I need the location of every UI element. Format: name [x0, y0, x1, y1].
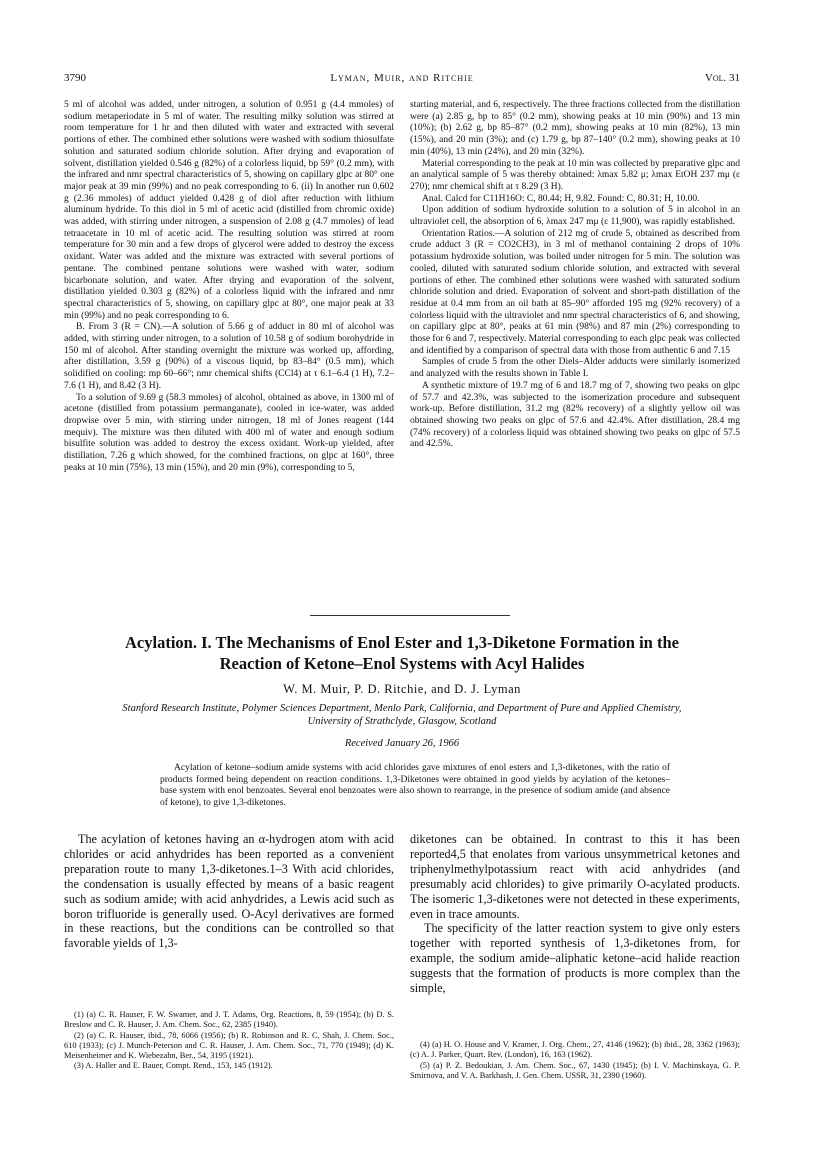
paragraph: diketones can be obtained. In contrast to this it has been reported4,5 that enolates from various unsymmetrical ketones and triphenylmethylpotassium react with acid anhydrides (and presumably acid chlorides) to give primarily O-acylated products. The isomeric 1,3-diketones were not detected in these experiments, even in trace amounts.	[410, 832, 740, 921]
abstract: Acylation of ketone–sodium amide systems with acid chlorides gave mixtures of enol esters and 1,3-diketones, with the ratio of products formed being dependent on reaction conditions. 1,3-Diketones were obtained in good yields by acylation of the ketones–base system with enol benzoates. Several enol benzoates were also shown to rearrange, in the presence of sodium amide (and absence of ketone), to give 1,3-diketones.	[160, 763, 670, 808]
footnotes-left	[64, 1010, 394, 1072]
footnote: (1) (a) C. R. Hauser, F. W. Swamer, and J. T. Adams, Org. Reactions, 8, 59 (1954); (b) D. S. Breslow and C. R. Hauser, J. Am. Chem. Soc., 62, 2385 (1940).	[64, 1010, 394, 1030]
paragraph: starting material, and 6, respectively. The three fractions collected from the distillation were (a) 2.85 g, bp to 85° (0.2 mm), showing peaks at 10 min (90%) and 13 min (10%); (b) 2.62 g, bp 85–87° (0.2 mm), showing peaks at 10 min (82%), 13 min (15%), and 20 min (3%); and (c) 1.79 g, bp 87–140° (0.2 mm), showing peaks at 10 min (40%), 13 min (24%), and 20 min (32%).	[410, 100, 740, 157]
running-header	[64, 72, 740, 88]
footnote: (2) (a) C. R. Hauser, ibid., 78, 6066 (1956); (b) R. Robinson and R. C. Shah, J. Chem. Soc., 610 (1933); (c) J. Munch-Peterson and C. R. Hauser, J. Am. Chem. Soc., 71, 770 (1949); (d) K. Meisenheimer and K. Wiebezahn, Ber., 54, 3195 (1921).	[64, 1030, 394, 1061]
running-authors: Lyman, Muir, and Ritchie	[330, 72, 474, 84]
affiliation-line: Stanford Research Institute, Polymer Sciences Department, Menlo Park, California, and Department of Pure and Applied Chemistry,	[122, 703, 682, 714]
paragraph: To a solution of 9.69 g (58.3 mmoles) of alcohol, obtained as above, in 1300 ml of acetone (distilled from potassium permanganate), cooled in ice-water, was added dropwise over 5 min, with stirring under nitrogen, 18 ml of Jones reagent (144 mequiv). The mixture was then diluted with 400 ml of water and enough sodium bisulfite solution was added to destroy the excess oxidant. Work-up yielded, after distillation, 7.26 g which showed, for the combined fractions, on glpc at 160°, three peaks at 10 min (75%), 13 min (15%), and 20 min (9%), corresponding to 5,	[64, 392, 394, 473]
body-right-column	[410, 832, 740, 996]
section-divider	[310, 615, 510, 616]
volume-label: Vol. 31	[704, 72, 740, 84]
paragraph: Material corresponding to the peak at 10 min was collected by preparative glpc and an analytical sample of 5 was thereby obtained: λmax 5.82 μ; λmax EtOH 237 mμ (ε 270); nmr chemical shift at τ 8.29 (3 H).	[410, 158, 740, 192]
footnote: (5) (a) P. Z. Bedoukian, J. Am. Chem. Soc., 67, 1430 (1945); (b) I. V. Machinskaya, G. P. Smirnova, and V. A. Barkhash, J. Gen. Chem. USSR, 31, 2390 (1960).	[410, 1060, 740, 1080]
footnotes-right	[410, 1040, 740, 1081]
title-line: Acylation. I. The Mechanisms of Enol Ester and 1,3-Diketone Formation in the	[125, 633, 679, 652]
article-authors: W. M. Muir, P. D. Ritchie, and D. J. Lyman	[283, 682, 521, 696]
title-line: Reaction of Ketone–Enol Systems with Acyl Halides	[219, 654, 585, 673]
paragraph: Upon addition of sodium hydroxide solution to a solution of 5 in alcohol in an ultraviolet cell, the absorption of 6, λmax 247 mμ (ε 11,900), was rapidly established.	[410, 205, 740, 228]
affiliation-line: University of Strathclyde, Glasgow, Scotland	[307, 716, 497, 727]
article-title	[64, 632, 740, 674]
received-date: Received January 26, 1966	[344, 738, 460, 749]
affiliation	[64, 702, 740, 728]
page-number: 3790	[64, 72, 86, 84]
paragraph: B. From 3 (R = CN).—A solution of 5.66 g of adduct in 80 ml of alcohol was added, with stirring under nitrogen, to a solution of 10.58 g of sodium borohydride in 150 ml of alcohol. After standing overnight the mixture was worked up, affording, after distillation, 3.59 g (90%) of a viscous liquid, bp 83–84° (0.5 mm), which solidified on cooling: mp 60–66°; nmr chemical shifts (CCl4) at τ 6.1–6.4 (1 H), 7.2–7.6 (1 H), and 8.42 (3 H).	[64, 322, 394, 391]
paragraph: 5 ml of alcohol was added, under nitrogen, a solution of 0.951 g (4.4 mmoles) of sodium metaperiodate in 5 ml of water. The resulting milky solution was stirred at room temperature for 1 hr and then diluted with water and extracted with several portions of ether. The combined ether solutions were washed with sodium thiosulfate solution and saturated sodium chloride solution. After drying and evaporation of solvent, distillation yielded 0.546 g (82%) of a colorless liquid, bp 59° (0.2 mm), with the infrared and nmr spectral characteristics of 5, showing on capillary glpc at 80° one major peak at 39 min (99%) and no peak corresponding to 6. (ii) In another run 0.602 g (2.36 mmoles) of adduct yielded 0.428 g of diol after reduction with lithium aluminum hydride. To this diol in 5 ml of acetic acid (distilled from chromic oxide) was added, with stirring under nitrogen, a suspension of 2.08 g (4.7 mmoles) of lead tetraacetate in 10 ml of acetic acid. The resulting solution was stirred at room temperature for 30 min and a few drops of glycerol were added to destroy the excess oxidant. Water was added and the mixture was extracted with several portions of pentane. The combined pentane solutions were washed with water, sodium bicarbonate solution, and water. After drying and evaporation of the solvent, distillation yielded 0.303 g (82%) of a colorless liquid with the infrared and nmr spectral characteristics of 5, showing, on capillary glpc at 80°, one major peak at 33 min (99%) and no peak corresponding to 6.	[64, 100, 394, 321]
paragraph: Orientation Ratios.—A solution of 212 mg of crude 5, obtained as described from crude adduct 3 (R = CO2CH3), in 3 ml of methanol containing 2 drops of 10% potassium hydroxide solution, was boiled under nitrogen for 5 min. The solution was cooled, diluted with saturated sodium chloride solution, and extracted with several portions of ether. The combined ether solutions were washed with saturated sodium chloride solution and dried. Evaporation of solvent and short-path distillation of the residue at 0.4 mm from an oil bath at 85–90° afforded 195 mg (92% recovery) of a colorless liquid with the ultraviolet and nmr spectral characteristics of 6, and showing, on capillary glpc at 80°, peaks at 61 min (98%) and 87 min (2%) corresponding to those for 6 and 7, respectively. Material corresponding to each glpc peak was collected and identified by a comparison of spectral data with those from authentic 6 and 7.15	[410, 228, 740, 356]
footnote: (4) (a) H. O. House and V. Kramer, J. Org. Chem., 27, 4146 (1962); (b) ibid., 28, 3362 (1963); (c) A. J. Parker, Quart. Rev. (London), 16, 163 (1962).	[410, 1040, 740, 1060]
body-left-column	[64, 832, 394, 951]
top-left-column	[64, 100, 394, 475]
paragraph: Anal. Calcd for C11H16O: C, 80.44; H, 9.82. Found: C, 80.31; H, 10.00.	[422, 193, 700, 204]
paragraph: Samples of crude 5 from the other Diels–Alder adducts were similarly isomerized and analyzed with the results shown in Table I.	[410, 357, 740, 380]
top-right-column	[410, 100, 740, 451]
footnote: (3) A. Haller and E. Bauer, Compt. Rend., 153, 145 (1912).	[74, 1061, 273, 1071]
paragraph: The specificity of the latter reaction system to give only esters together with reported synthesis of 1,3-diketones from, for example, the sodium amide–aliphatic ketone–acid halide reaction suggests that the formation of products is more complex than the simple,	[410, 921, 740, 996]
paragraph: A synthetic mixture of 19.7 mg of 6 and 18.7 mg of 7, showing two peaks on glpc of 57.7 and 42.3%, was subjected to the isomerization procedure and subsequent work-up. Before distillation, 31.2 mg (82% recovery) of a slightly yellow oil was obtained showing two peaks on glpc of 57.6 and 42.4%. After distillation, 28.4 mg (74% recovery) of a colorless liquid was obtained showing two peaks on glpc of 57.5 and 42.5%.	[410, 380, 740, 450]
paragraph: The acylation of ketones having an α-hydrogen atom with acid chlorides or acid anhydrides has been reported as a convenient preparation route to many 1,3-diketones.1–3 With acid chlorides, the condensation is usually effected by means of a basic reagent such as sodium amide; with acid anhydrides, a Lewis acid such as boron trifluoride is generally used. O-Acyl derivatives are formed in these reactions, but the conditions can be controlled so that favorable yields of 1,3-	[64, 832, 394, 951]
